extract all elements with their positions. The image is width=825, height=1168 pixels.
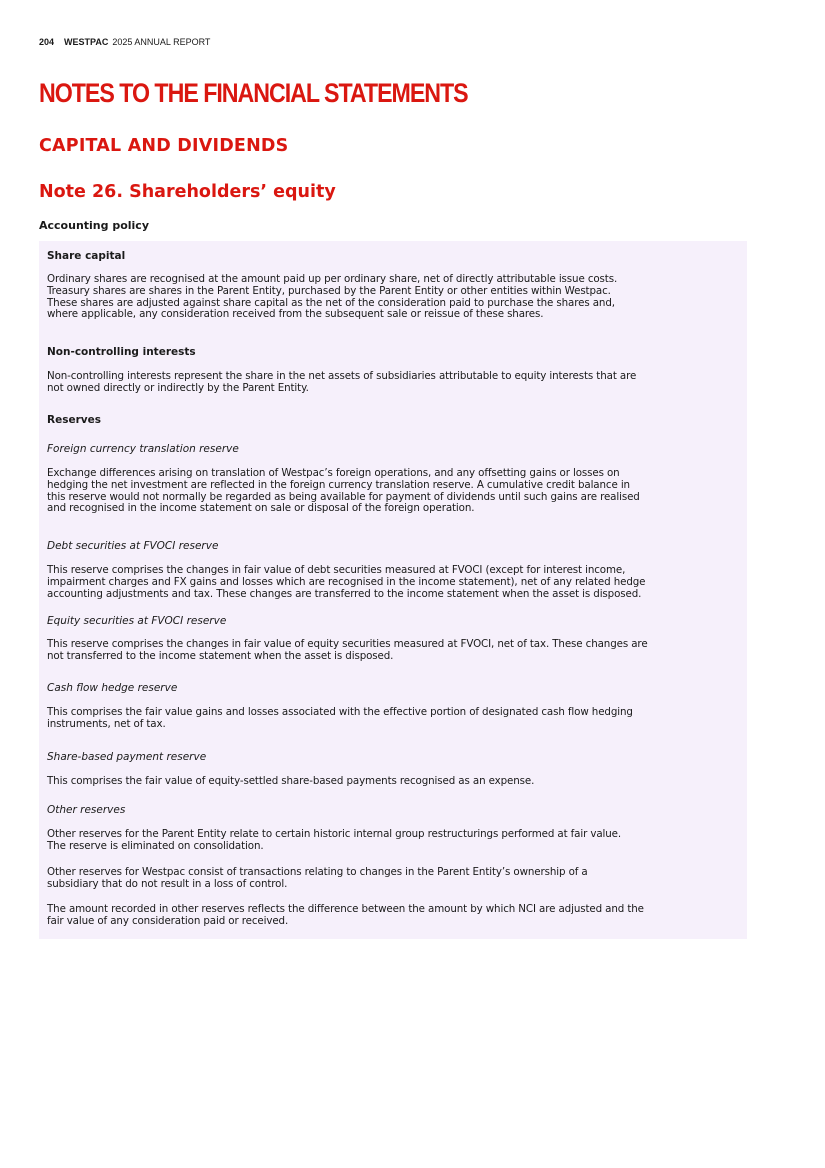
cfh-text: This comprises the fair value gains and losses associated with the effective portion of designated cash flow hedging instruments, net of tax. xyxy=(47,706,633,730)
page-header xyxy=(39,37,210,47)
fctr-text: Exchange differences arising on translation of Westpac’s foreign operations, and any offsetting gains or losses on hedging the net investment are reflected in the foreign currency translation reserve. A cumulative credit balance in this reserve would not normally be regarded as being available for payment of dividends until such gains are realised and recognised in the income statement on sale or disposal of the foreign operation. xyxy=(47,467,640,515)
sbp-text: This comprises the fair value of equity-settled share-based payments recognised as an expense. xyxy=(47,775,535,787)
debt-fvoci-heading: Debt securities at FVOCI reserve xyxy=(47,540,219,552)
page-number: 204 xyxy=(39,37,55,47)
share-capital-heading: Share capital xyxy=(47,250,126,262)
other-reserves-text-3: The amount recorded in other reserves reflects the difference between the amount by which NCI are adjusted and the fair value of any consideration paid or received. xyxy=(47,903,644,927)
accounting-policy-box xyxy=(39,241,747,939)
accounting-policy-heading: Accounting policy xyxy=(39,219,149,232)
other-reserves-text-1: Other reserves for the Parent Entity relate to certain historic internal group restructurings performed at fair value. The reserve is eliminated on consolidation. xyxy=(47,828,622,852)
fctr-heading: Foreign currency translation reserve xyxy=(47,443,239,455)
other-reserves-text-2: Other reserves for Westpac consist of transactions relating to changes in the Parent Entity’s ownership of a subsidiary that do not result in a loss of control. xyxy=(47,866,588,890)
cfh-heading: Cash flow hedge reserve xyxy=(47,682,178,694)
subsection-title: CAPITAL AND DIVIDENDS xyxy=(39,136,289,156)
report-name: 2025 ANNUAL REPORT xyxy=(112,37,211,47)
other-reserves-heading: Other reserves xyxy=(47,804,126,816)
section-title: NOTES TO THE FINANCIAL STATEMENTS xyxy=(39,78,468,108)
debt-fvoci-text: This reserve comprises the changes in fair value of debt securities measured at FVOCI (except for interest income, impairment charges and FX gains and losses which are recognised in the income statement), net of any related hedge accounting adjustments and tax. These changes are transferred to the income statement when the asset is disposed. xyxy=(47,564,646,600)
sbp-heading: Share-based payment reserve xyxy=(47,751,207,763)
equity-fvoci-text: This reserve comprises the changes in fair value of equity securities measured at FVOCI, net of tax. These changes are not transferred to the income statement when the asset is disposed. xyxy=(47,638,648,662)
share-capital-text: Ordinary shares are recognised at the amount paid up per ordinary share, net of directly attributable issue costs. Treasury shares are shares in the Parent Entity, purchased by the Parent Entity or other entities within Westpac. These shares are adjusted against share capital as the net of the consideration paid to purchase the shares and, where applicable, any consideration received from the subsequent sale or reissue of these shares. xyxy=(47,273,618,321)
nci-heading: Non-controlling interests xyxy=(47,346,196,358)
equity-fvoci-heading: Equity securities at FVOCI reserve xyxy=(47,615,227,627)
nci-text: Non-controlling interests represent the share in the net assets of subsidiaries attributable to equity interests that are not owned directly or indirectly by the Parent Entity. xyxy=(47,370,637,394)
reserves-heading: Reserves xyxy=(47,414,101,426)
note-title: Note 26. Shareholders’ equity xyxy=(39,182,336,202)
brand-name: WESTPAC xyxy=(64,37,109,47)
